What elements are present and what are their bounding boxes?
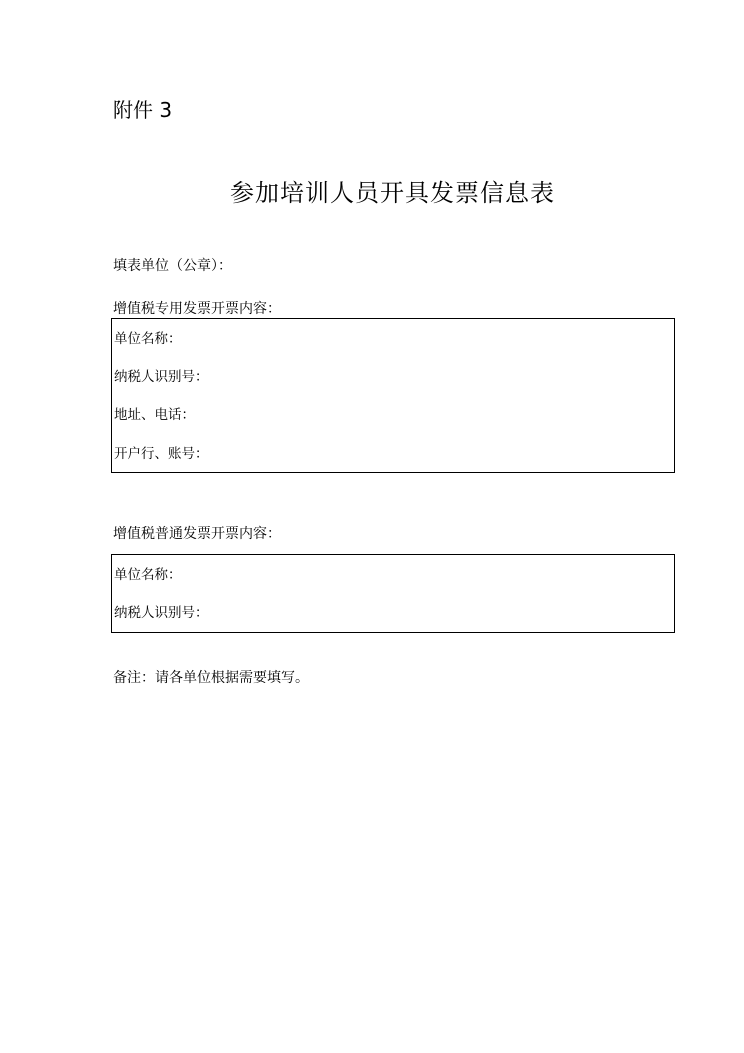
normal-invoice-tax-id-label: 纳税人识别号： (114, 605, 209, 621)
special-invoice-tax-id-label: 纳税人识别号： (114, 369, 209, 385)
attachment-label: 附件 3 (113, 98, 173, 122)
normal-invoice-company-name-label: 单位名称： (114, 567, 182, 583)
special-invoice-box (111, 318, 675, 473)
special-invoice-bank-account-label: 开户行、账号： (114, 446, 209, 462)
special-invoice-heading: 增值税专用发票开票内容： (113, 301, 281, 317)
filling-unit-label: 填表单位（公章）： (113, 258, 232, 274)
normal-invoice-heading: 增值税普通发票开票内容： (113, 526, 281, 542)
page-title: 参加培训人员开具发票信息表 (230, 179, 555, 207)
normal-invoice-box (111, 554, 675, 633)
remarks-note: 备注：请各单位根据需要填写。 (113, 670, 309, 686)
special-invoice-address-phone-label: 地址、电话： (114, 407, 195, 423)
special-invoice-company-name-label: 单位名称： (114, 331, 182, 347)
